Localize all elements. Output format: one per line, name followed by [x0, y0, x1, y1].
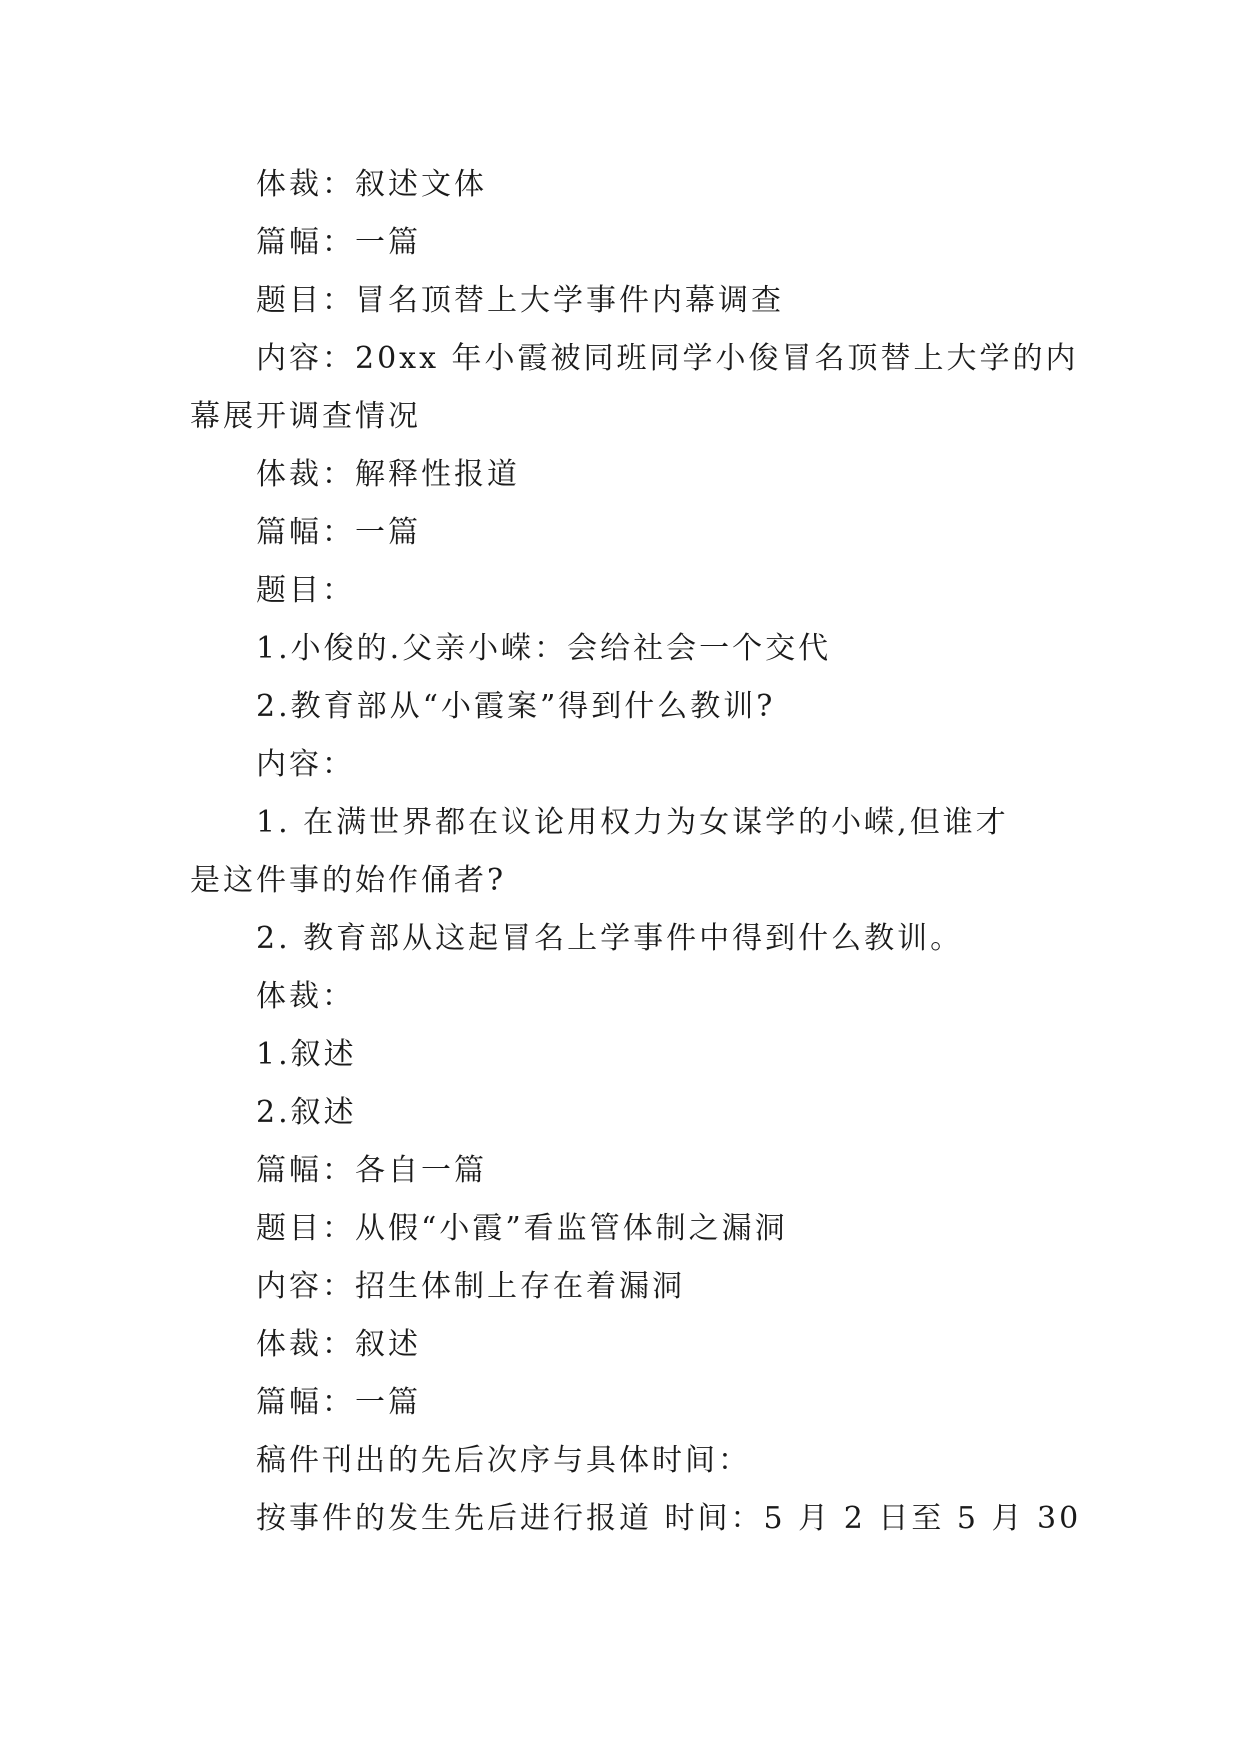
- length-line: 篇幅：一篇: [256, 225, 421, 260]
- publication-order-label: 稿件刊出的先后次序与具体时间：: [256, 1443, 751, 1478]
- content-line: 内容：招生体制上存在着漏洞: [256, 1269, 685, 1304]
- document-body: [190, 156, 1082, 1548]
- title-line: 题目：从假“小霞”看监管体制之漏洞: [256, 1211, 788, 1246]
- title-label: 题目：: [256, 573, 355, 608]
- content-item: 1. 在满世界都在议论用权力为女谋学的小嵘,但谁才: [256, 805, 1009, 840]
- content-line-continued: 幕展开调查情况: [190, 399, 421, 434]
- length-line: 篇幅：一篇: [256, 515, 421, 550]
- content-item: 2. 教育部从这起冒名上学事件中得到什么教训。: [256, 921, 964, 956]
- genre-line: 体裁：解释性报道: [256, 457, 520, 492]
- length-line: 篇幅：一篇: [256, 1385, 421, 1420]
- content-label: 内容：: [256, 747, 355, 782]
- length-line: 篇幅：各自一篇: [256, 1153, 487, 1188]
- publication-schedule-line: 按事件的发生先后进行报道 时间：5 月 2 日至 5 月 30: [256, 1501, 1082, 1536]
- genre-line: 体裁：叙述文体: [256, 167, 487, 202]
- content-item-continued: 是这件事的始作俑者?: [190, 863, 507, 898]
- content-line: 内容：20xx 年小霞被同班同学小俊冒名顶替上大学的内: [256, 341, 1079, 376]
- title-line: 题目：冒名顶替上大学事件内幕调查: [256, 283, 784, 318]
- title-item: 2.教育部从“小霞案”得到什么教训?: [256, 689, 776, 724]
- genre-item: 1.叙述: [256, 1037, 357, 1072]
- genre-item: 2.叙述: [256, 1095, 357, 1130]
- title-item: 1.小俊的.父亲小嵘：会给社会一个交代: [256, 631, 832, 666]
- genre-line: 体裁：叙述: [256, 1327, 421, 1362]
- genre-label: 体裁：: [256, 979, 355, 1014]
